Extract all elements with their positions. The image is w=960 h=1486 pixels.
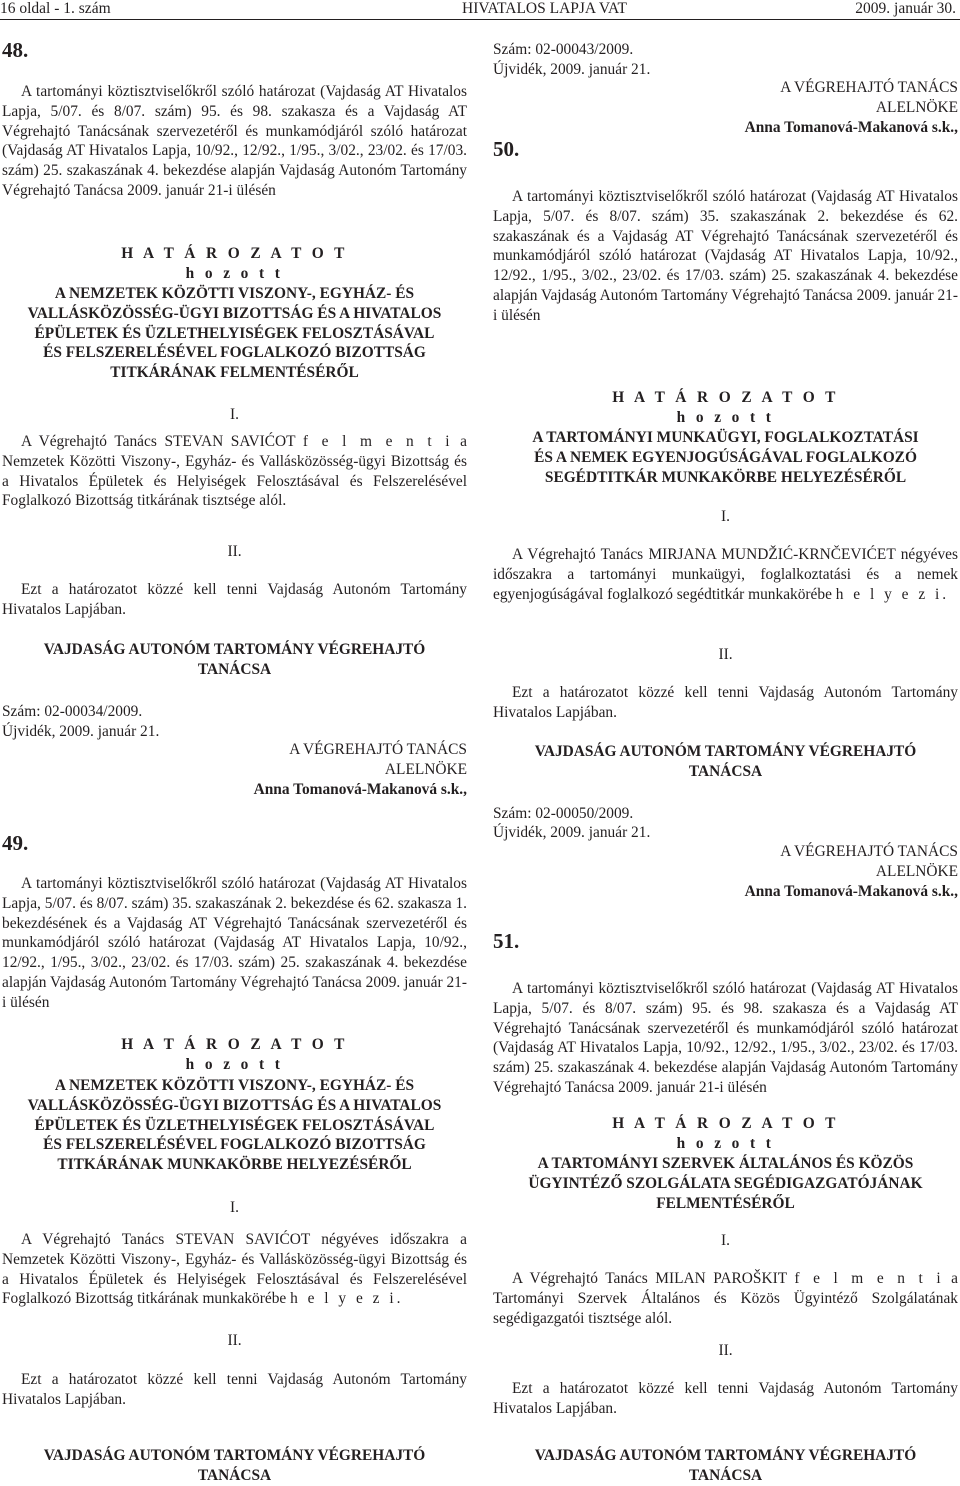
- publish-text: Ezt a határozatot közzé kell tenni Vajdaság Autonóm Tartomány Hivatalos Lapjában.: [493, 1380, 958, 1417]
- body-text: A Végrehajtó Tanács MIRJANA MUNDŽIĆ-KRNČEVIĆET négyéves időszakra a tartományi munkaügyi, foglalkoztatási és a nemek egyenjogúságával foglalkozó segédtitkár munkakörébe: [493, 546, 958, 603]
- decision-title: [493, 1154, 958, 1213]
- body-keyword: f e l m e n t i: [302, 433, 453, 450]
- running-header: [0, 0, 960, 22]
- decision-number: 48.: [2, 38, 29, 62]
- journal-name: HIVATALOS LAPJA VAT: [462, 0, 627, 17]
- hozott-heading: h o z o t t: [676, 409, 775, 426]
- decision-title-line: VALLÁSKÖZÖSSÉG-ÜGYI BIZOTTSÁG ÉS A HIVATALOS: [27, 304, 442, 322]
- body-text: A Végrehajtó Tanács MILAN PAROŠKIT: [512, 1270, 795, 1287]
- hozott-heading: h o z o t t: [185, 265, 284, 282]
- council-name: [2, 1446, 467, 1486]
- council-line: VAJDASÁG AUTONÓM TARTOMÁNY VÉGREHAJTÓ: [43, 641, 426, 658]
- decision-title-line: FELMENTÉSÉRŐL: [656, 1194, 795, 1212]
- place-date: Újvidék, 2009. január 21.: [493, 61, 651, 78]
- council-line: TANÁCSA: [688, 1466, 763, 1484]
- decision-intro: A tartományi köztisztviselőkről szóló határozat (Vajdaság AT Hivatalos Lapja, 5/07. és 8/07. szám) 95. és 98. szakasza és a Vajdaság AT Végrehajtó Tanácsának szervezetéről és munkamódjáról szóló határozat (Vajdaság AT Hivatalos Lapja, 10/92., 12/92., 1/95., 3/02., 23/02. és 17/03. szám) 25. szakaszának 4. bekezdése alapján Vajdaság Autonóm Tartomány Végrehajtó Tanácsa 2009. január 21-i ülésén: [2, 83, 467, 199]
- decision-title-line: A TARTOMÁNYI SZERVEK ÁLTALÁNOS ÉS KÖZÖS: [537, 1155, 914, 1172]
- council-line: VAJDASÁG AUTONÓM TARTOMÁNY VÉGREHAJTÓ: [534, 743, 917, 760]
- signer-role: ALELNÖKE: [384, 760, 467, 778]
- decision-body: [493, 545, 958, 604]
- decision-title-line: ÉPÜLETEK ÉS ÜZLETHELYISÉGEK FELOSZTÁSÁVAL: [34, 324, 435, 342]
- body-keyword: f e l m e n t i: [794, 1270, 944, 1287]
- reference-number: Szám: 02-00034/2009.: [2, 703, 143, 720]
- council-line: TANÁCSA: [197, 1466, 272, 1484]
- council-name: [2, 640, 467, 680]
- decision-title: [2, 1076, 467, 1175]
- section-roman-ii: II.: [718, 1342, 733, 1359]
- page-number: 16 oldal - 1. szám: [0, 0, 111, 17]
- decision-number: 49.: [2, 831, 29, 855]
- signer-title: A VÉGREHAJTÓ TANÁCS: [780, 843, 958, 860]
- signer-role: ALELNÖKE: [875, 862, 958, 880]
- hozott-heading: h o z o t t: [185, 1056, 284, 1073]
- place-date: Újvidék, 2009. január 21.: [493, 824, 651, 841]
- body-text: a Nemzetek Közötti Viszony-, Egyház- és Vallásközösség-ügyi Bizottság és a Hivatalos Épületek és Helyiségek Felosztásával és Felszerelésével Foglalkozó Bizottság titkárának tisztsége alól.: [2, 433, 468, 510]
- decision-title-line: ÉS A NEMEK EGYENJOGÚSÁGÁVAL FOGLALKOZÓ: [534, 448, 917, 466]
- decision-intro: A tartományi köztisztviselőkről szóló határozat (Vajdaság AT Hivatalos Lapja, 5/07. és 8/07. szám) 95. és 98. szakasza és a Vajdaság AT Végrehajtó Tanácsának szervezetéről és munkamódjáról szóló határozat (Vajdaság AT Hivatalos Lapja, 10/92., 12/92., 1/95., 3/02., 23/02. és 17/03. szám) 25. szakaszának 4. bekezdése alapján Vajdaság Autonóm Tartomány Végrehajtó Tanácsa 2009. január 21-i ülésén: [493, 980, 958, 1096]
- decision-title: [493, 428, 958, 487]
- decision-title-line: TITKÁRÁNAK MUNKAKÖRBE HELYEZÉSÉRŐL: [57, 1156, 412, 1174]
- decision-title-line: ÉS FELSZERELÉSÉVEL FOGLALKOZÓ BIZOTTSÁG: [43, 1136, 426, 1154]
- council-line: VAJDASÁG AUTONÓM TARTOMÁNY VÉGREHAJTÓ: [534, 1447, 917, 1464]
- section-roman-i: I.: [721, 508, 730, 525]
- hatarozatot-heading: H A T Á R O Z A T O T: [612, 1115, 839, 1132]
- body-keyword: h e l y e z i: [835, 585, 943, 603]
- decision-body: [2, 1230, 467, 1309]
- signer-title: A VÉGREHAJTÓ TANÁCS: [289, 741, 467, 758]
- place-date: Újvidék, 2009. január 21.: [2, 723, 160, 740]
- decision-title-line: ÜGYINTÉZŐ SZOLGÁLATA SEGÉDIGAZGATÓJÁNAK: [528, 1174, 923, 1192]
- body-text: .: [942, 585, 947, 603]
- signer-name: Anna Tomanová-Makanová s.k.,: [744, 118, 958, 136]
- body-text: A Végrehajtó Tanács STEVAN SAVIĆOT: [21, 433, 303, 450]
- council-line: TANÁCSA: [197, 660, 272, 678]
- decision-body: [493, 1269, 958, 1328]
- decision-title-line: VALLÁSKÖZÖSSÉG-ÜGYI BIZOTTSÁG ÉS A HIVATALOS: [27, 1096, 442, 1114]
- body-text: A Végrehajtó Tanács STEVAN SAVIĆOT négyéves időszakra a Nemzetek Közötti Viszony-, Egyház- és Vallásközösség-ügyi Bizottság és a Hivatalos Épületek és Helyiségek Felosztásával és Felszerelésével Foglalkozó Bizottság titkárának munkakörébe: [2, 1231, 467, 1308]
- decision-title: [2, 284, 467, 383]
- decision-title-line: TITKÁRÁNAK FELMENTÉSÉRŐL: [110, 364, 359, 382]
- decision-title-line: ÉPÜLETEK ÉS ÜZLETHELYISÉGEK FELOSZTÁSÁVAL: [34, 1116, 435, 1134]
- decision-intro: A tartományi köztisztviselőkről szóló határozat (Vajdaság AT Hivatalos Lapja, 5/07. és 8/07. szám) 35. szakaszának 2. bekezdése és 62. szakaszának és a Vajdaság AT Végrehajtó Tanácsának szervezetéről és munkamódjáról szóló határozat (Vajdaság AT Hivatalos Lapja, 10/92., 12/92., 1/95., 3/02., 23/02. és 17/03. szám) 25. szakaszának 4. bekezdése alapján Vajdaság Autonóm Tartomány Végrehajtó Tanácsa 2009. január 21-i ülésén: [493, 188, 958, 324]
- section-roman-ii: II.: [227, 543, 242, 560]
- reference-number: Szám: 02-00050/2009.: [493, 805, 634, 822]
- decision-number: 50.: [493, 137, 520, 161]
- council-line: TANÁCSA: [688, 762, 763, 780]
- signer-name: Anna Tomanová-Makanová s.k.,: [253, 780, 467, 798]
- body-text: a Tartományi Szervek Általános és Közös Ügyintéző Szolgálatának segédigazgatói tisztsége alól.: [493, 1270, 959, 1327]
- body-keyword: h e l y e z i: [290, 1290, 397, 1308]
- section-roman-i: I.: [230, 1199, 239, 1216]
- signature-block: [718, 842, 958, 901]
- signer-name: Anna Tomanová-Makanová s.k.,: [744, 882, 958, 900]
- decision-title-line: A NEMZETEK KÖZÖTTI VISZONY-, EGYHÁZ- ÉS: [54, 285, 415, 302]
- hatarozatot-heading: H A T Á R O Z A T O T: [612, 389, 839, 406]
- signature-block: [227, 740, 467, 799]
- council-name: [493, 742, 958, 782]
- header-rule: [0, 19, 960, 20]
- section-roman-i: I.: [230, 406, 239, 423]
- issue-date: 2009. január 30.: [855, 0, 956, 17]
- hozott-heading: h o z o t t: [676, 1135, 775, 1152]
- decision-title-line: A TARTOMÁNYI MUNKAÜGYI, FOGLALKOZTATÁSI: [532, 429, 919, 446]
- body-text: .: [396, 1290, 401, 1308]
- hatarozatot-heading: H A T Á R O Z A T O T: [121, 245, 348, 262]
- section-roman-ii: II.: [227, 1332, 242, 1349]
- decision-intro: A tartományi köztisztviselőkről szóló határozat (Vajdaság AT Hivatalos Lapja, 5/07. és 8/07. szám) 35. szakaszának 2. bekezdése és 62. szakasza 1. bekezdésének és a Vajdaság AT Végrehajtó Tanácsának szervezetéről és munkamódjáról szóló határozat (Vajdaság AT Hivatalos Lapja, 10/92., 12/92., 1/95., 3/02., 23/02. és 17/03. szám) 25. szakaszának 4. bekezdése alapján Vajdaság Autonóm Tartomány Végrehajtó Tanácsa 2009. január 21-i ülésén: [2, 875, 467, 1011]
- council-name: [493, 1446, 958, 1486]
- decision-number: 51.: [493, 929, 520, 953]
- publish-text: Ezt a határozatot közzé kell tenni Vajdaság Autonóm Tartomány Hivatalos Lapjában.: [493, 684, 958, 721]
- reference-number: Szám: 02-00043/2009.: [493, 41, 634, 58]
- signature-block: [718, 78, 958, 137]
- hatarozatot-heading: H A T Á R O Z A T O T: [121, 1036, 348, 1053]
- signer-role: ALELNÖKE: [875, 98, 958, 116]
- council-line: VAJDASÁG AUTONÓM TARTOMÁNY VÉGREHAJTÓ: [43, 1447, 426, 1464]
- decision-title-line: ÉS FELSZERELÉSÉVEL FOGLALKOZÓ BIZOTTSÁG: [43, 344, 426, 362]
- decision-title-line: A NEMZETEK KÖZÖTTI VISZONY-, EGYHÁZ- ÉS: [54, 1077, 415, 1094]
- section-roman-i: I.: [721, 1232, 730, 1249]
- decision-title-line: SEGÉDTITKÁR MUNKAKÖRBE HELYEZÉSÉRŐL: [544, 468, 907, 486]
- publish-text: Ezt a határozatot közzé kell tenni Vajdaság Autonóm Tartomány Hivatalos Lapjában.: [2, 1371, 467, 1408]
- publish-text: Ezt a határozatot közzé kell tenni Vajdaság Autonóm Tartomány Hivatalos Lapjában.: [2, 581, 467, 618]
- decision-body: [2, 432, 467, 511]
- section-roman-ii: II.: [718, 646, 733, 663]
- signer-title: A VÉGREHAJTÓ TANÁCS: [780, 79, 958, 96]
